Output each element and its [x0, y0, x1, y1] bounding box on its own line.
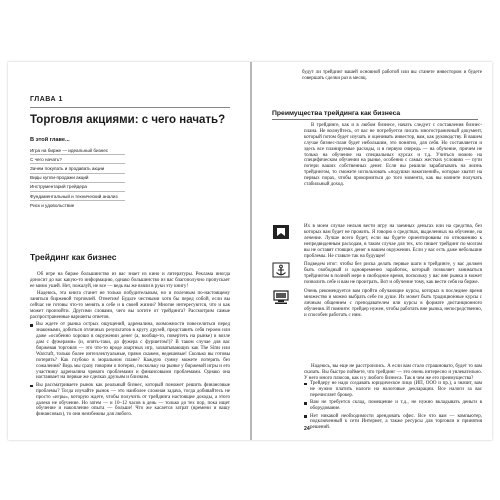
note-block — [304, 289, 482, 319]
section-heading: Преимущества трейдинга как бизнеса — [272, 110, 401, 117]
section-heading: Трейдинг как бизнес — [30, 252, 117, 262]
chapter-label: ГЛАВА 1 — [30, 96, 63, 103]
bullet-list — [30, 322, 230, 418]
right-body-text — [304, 123, 482, 189]
right-page — [252, 62, 492, 440]
left-page — [8, 62, 250, 440]
bullet-item: Вы ждете от рынка острых ощущений, адреналина, возможности повеселиться перед знакомыми, добиться отличных результатов в кругу друзей, представить себя героем или даже «особенно хорошо в окружении денег (а, вообще-то, повертеть на рынке) и возле дам с фужерами» (и, опять-таки, до фужера с фуршетом!)? В таком случае для вас биржевая торговля — это что-то вроде азартных игр, захватывающих как The Sims или Warcraft, только более интеллектуальные, прямо скажем, недешевые! Сколько вы готовы потерять? Как глубоко в моральном плане? Каждую сумму можете потерять без сожаления? Ведь мы сразу говорим о потерях, поскольку на рынке у биржевой игры и его участнику адреналина чревато проблемами и финансовыми проблемами. Однако она настаивает на первые же сделках друзьям и близким. — [30, 322, 230, 381]
toc-item: Зачем покупать и продавать акции — [30, 164, 125, 173]
page-number: 24 — [304, 426, 310, 432]
bullet-item: Вам не требуется склад, помещение и т.д., не нужно вкладывать деньги в оборудование. — [304, 400, 482, 412]
toc-item: С чего начать? — [30, 155, 125, 164]
advantages-list — [304, 380, 482, 433]
continued-paragraph: будут ли трейдинг вашей основной работой или вы станете инвестором и будете совершать сделки раз в месяц. — [302, 70, 482, 81]
toc-heading: В этой главе... — [30, 137, 70, 143]
paragraph: Надеюсь, вы еще не расстроились. А если вам стало страшновато, будет то вам сказать. Вы быстро поймете, что трейдинг — это очень интересно и увлекательно. У него много плюсов, как и у любого бизнеса. Так в чем же его преимущества? — [304, 364, 482, 381]
toc-item: Фундаментальный и технический анализ — [30, 192, 125, 201]
margin-notes — [304, 224, 482, 322]
note-text: Их в моем случае нельзя вести игру на заемных деньгах или на средства, без которых вам будет не прожить. Я говорю о средствах, выделенных на обучение, на лечение. Лучше всего будет, если вы будете ориентированы по отношению к непредвиденным расходам, в таком случае для тех, кто пишет трейдинг по мозгам вы не оставят стоящих денег в вашем окружении. Если у вас есть даже небольшие проблемы. Не ставьте так на будущее! — [304, 224, 482, 259]
computer-icon — [272, 289, 290, 305]
note-text: Очень рекомендуется вам пройти обучающие курсы, которых в последнее время множество и можно выбрать себе по душе. Их может быть традиционные курсы с личным общением с преподавателем или курсы в формате дистанционного обучения. И помните: трейдер нужен, чтобы работать вне рынка, непосредственно, и способен работать с ним. — [304, 289, 482, 318]
anchor-icon — [272, 262, 290, 278]
paragraph: В трейдинге, как и в любом бизнесе, начать следует с составления бизнес-плана. Не волнуйтесь, от вас не потребуется писать многостраничный документ, который потом будет изучать и оценивать инвестор, вам, как руководству. В вашем случае бизнес-план будет небольшим, это понятно, для себя. Но составляется и здесь все планируемые расходы, и в первую очередь — на обучение, причем не только на обучение на специальных курсах и т.д. Учиться можно на специфическом обучении на рынке, особенно с самых жестких условиях — пути потери ваших собственных денег. Если вы решили зарабатывать на жизнь трейдингом, то сможете использовать «подушки накоплений», которые хватит на первых порах, чтобы прокормиться до того момента, как вы начнете получать стабильный доход. — [304, 123, 482, 188]
toc-item: Игра на бирже — идеальный бизнес — [30, 146, 125, 155]
paragraph: Надеюсь, эта книга станет не только побудительным, но и полезным по-настоящему заняться биржевой торговлей. Отметим! Будьте честными хотя бы перед собой, если вы сейчас не готовы что-то менять в себе и в своей жизни? Многие интересуются, что и как может произойти. Другими словами, чего вы хотите от трейдинга? Рассмотрим самые распространенные варианты ответов. — [30, 291, 230, 320]
toc-item: Инструментарий трейдера — [30, 183, 125, 192]
left-body-text — [30, 272, 230, 420]
bookmark-icon — [272, 224, 290, 240]
chapter-divider — [30, 107, 230, 108]
bullet-list — [304, 381, 482, 431]
chapter-title: Торговля акциями: с чего начать? — [30, 114, 226, 126]
bullet-item: Нет никакой необходимости арендовать офис. Все что вам — компьютер, подключенный к сети Интернет, а также ресурсы для торговли и принятия решений. — [304, 414, 482, 432]
toc-item: Риск и удовольствие — [30, 202, 75, 208]
paragraph: Об игре на бирже большинство из вас знает из кино и литературы. Реклама иногда доносит до вас какую-то информацию, однако большинство из вас благополучно пропускает ее мимо ушей. Нет, пожалуй, не все — ведь вы же взяли в руки эту книгу! — [30, 272, 230, 289]
chapter-toc — [30, 146, 125, 209]
section-divider — [272, 119, 478, 120]
bullet-item: Вы рассматриваете рынок как реальный бизнес, который поможет решить финансовые проблемы? Тогда изучайте рынок — это наиболее сложная задача, тогда добивайтесь не просто «игры», которую ждете, чтобы получить от трейдинга настоящие доходы, а этого далеко не обучение. Но затем — и 10–12 часов в день — только до тех пор, пока ищет обучение и накопление опыта — больше! Что же касается затрат (времени и вашу финансовых), то они неизбежны для любого. — [30, 383, 230, 418]
book-spread — [8, 62, 492, 440]
note-text: Подведем итог: чтобы без риска делать первые шаги в трейдинге, у вас должен быть свободный и одновременно заработок, который позволяет заниматься трейдингом в полной мере в свободное время, поскольку у вас вне рынка и может позволить себе и вам не проиграть. Вот и обучение тому, как вести себя на бирже. — [304, 262, 482, 286]
toc-item: Виды купли-продажи акций — [30, 174, 125, 183]
note-block — [304, 224, 482, 259]
note-block — [304, 262, 482, 286]
bullet-item: Трейдеру не надо создавать юридическое лицо (ИП, ООО и пр.), а значит, вам не нужно платить налоги на налоговые декларации. Все налоги за вас перечисляет брокер. — [304, 381, 482, 399]
